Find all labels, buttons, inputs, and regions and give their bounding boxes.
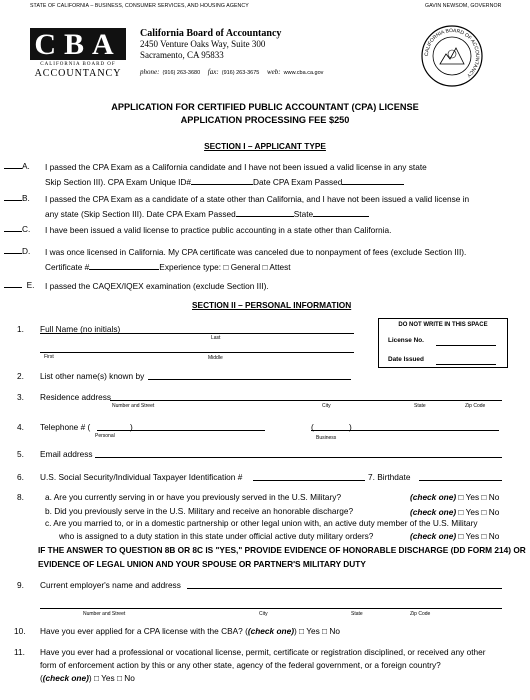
- q5-label: Email address: [40, 449, 93, 459]
- q9-street: Number and Street: [83, 611, 126, 617]
- option-a-line1: I passed the CPA Exam as a California candidate and I have not been issued a valid license in any state: [45, 162, 427, 172]
- q4-label: Telephone # (: [40, 422, 91, 432]
- q11-label2: form of enforcement action by this or any other state, agency of the federal government, or a foreign country?: [40, 660, 441, 670]
- certificate-field[interactable]: [89, 261, 159, 270]
- q8c-label2: who is assigned to a duty station in this state under official active duty military orders?: [59, 531, 374, 541]
- check-blank-e[interactable]: E.: [4, 280, 34, 290]
- q7-label: 7. Birthdate: [368, 472, 411, 482]
- q8-number: 8.: [17, 492, 24, 502]
- q1-last: Last: [211, 335, 221, 341]
- q4-business: Business: [316, 435, 337, 441]
- svg-text:CALIFORNIA BOARD OF ACCOUNTANC: CALIFORNIA BOARD OF ACCOUNTANCY: [423, 27, 481, 79]
- other-names-field[interactable]: [148, 379, 351, 380]
- phone: (916) 263-3680: [162, 70, 201, 76]
- q2-label: List other name(s) known by: [40, 371, 145, 381]
- q9-zip: Zip Code: [410, 611, 431, 617]
- q3-zip: Zip Code: [465, 403, 486, 409]
- state-field-b[interactable]: [313, 208, 369, 217]
- option-b-line1: I passed the CPA Exam as a candidate of a state other than California, and I have not been issued a valid license in: [45, 194, 470, 204]
- check-blank-a[interactable]: A.: [4, 161, 30, 171]
- q2-number: 2.: [17, 371, 24, 381]
- q3-number: 3.: [17, 392, 24, 402]
- q8a-answer[interactable]: (check one) □ Yes □ No: [410, 492, 500, 502]
- check-blank-d[interactable]: D.: [4, 246, 30, 256]
- section1-heading: SECTION I – APPLICANT TYPE: [204, 141, 326, 151]
- q3-label: Residence address: [40, 392, 112, 402]
- state-seal-icon: [420, 24, 484, 88]
- phone-label: phone:: [140, 68, 160, 76]
- agency-line: STATE OF CALIFORNIA – BUSINESS, CONSUMER SERVICES, AND HOUSING AGENCY: [30, 3, 249, 9]
- q8b-answer[interactable]: (check one) □ Yes □ No: [410, 507, 500, 517]
- q1-number: 1.: [17, 324, 24, 334]
- q8c-label1: c. Are you married to, or in a domestic partnership or other legal union with, an active duty member of the U.S. Military: [45, 518, 478, 528]
- q8-note2: EVIDENCE OF LEGAL UNION AND YOUR SPOUSE OR PARTNER'S MILITARY DUTY: [38, 559, 366, 569]
- fax: (916) 263-3675: [221, 70, 260, 76]
- q11-number: 11.: [14, 647, 25, 657]
- form-title-line2: APPLICATION PROCESSING FEE $250: [180, 115, 350, 125]
- q3-city: City: [322, 403, 331, 409]
- option-b-line2: any state (Skip Section III). Date CPA Exam Passed State: [45, 208, 369, 219]
- web-label: web:: [267, 68, 281, 76]
- email-field[interactable]: [95, 457, 502, 458]
- logo-sub2: ACCOUNTANCY: [34, 68, 122, 79]
- governor-line: GAVIN NEWSOM, GOVERNOR: [425, 3, 502, 9]
- full-name-field[interactable]: [40, 333, 354, 334]
- q9-label: Current employer's name and address: [40, 580, 181, 590]
- option-a-line2: Skip Section III). CPA Exam Unique ID# Date CPA Exam Passed: [45, 176, 404, 187]
- office-use-box: [378, 318, 508, 368]
- q11-answer[interactable]: ((check one)) □ Yes □ No: [40, 673, 135, 683]
- q8b-label: b. Did you previously serve in the U.S. Military and receive an honorable discharge?: [45, 506, 354, 516]
- personal-phone-field[interactable]: [97, 430, 265, 431]
- q5-number: 5.: [17, 449, 24, 459]
- section2-heading: SECTION II – PERSONAL INFORMATION: [192, 300, 352, 310]
- form-title-line1: APPLICATION FOR CERTIFIED PUBLIC ACCOUNTANT (CPA) LICENSE: [111, 102, 419, 112]
- q8c-answer[interactable]: (check one) □ Yes □ No: [410, 531, 500, 541]
- web: www.cba.ca.gov: [283, 70, 324, 76]
- exam-date-field-b[interactable]: [236, 208, 294, 217]
- cba-logo: [30, 28, 126, 78]
- q10-answer[interactable]: □ Yes □ No: [299, 626, 340, 636]
- full-name-field-2[interactable]: [40, 352, 354, 353]
- q9-state: State: [351, 611, 363, 617]
- q1-label: Full Name (no initials): [40, 324, 121, 334]
- q8a-label: a. Are you currently serving in or have you previously served in the U.S. Military?: [45, 492, 342, 502]
- q6-number: 6.: [17, 472, 24, 482]
- org-address2: Sacramento, CA 95833: [140, 50, 224, 60]
- org-address1: 2450 Venture Oaks Way, Suite 300: [140, 39, 266, 49]
- q10-number: 10.: [14, 626, 26, 636]
- office-box-title: DO NOT WRITE IN THIS SPACE: [398, 322, 488, 328]
- residence-field[interactable]: [110, 400, 502, 401]
- q10-label: Have you ever applied for a CPA license with the CBA? ((check one)) □ Yes □ No: [40, 626, 340, 636]
- q11-label1: Have you ever had a professional or vocational license, permit, certificate or registration disciplined, or received any other: [40, 647, 486, 657]
- exam-id-field[interactable]: [191, 176, 253, 185]
- employer-name-field[interactable]: [187, 588, 502, 589]
- check-blank-b[interactable]: B.: [4, 193, 30, 203]
- option-d-line2: Certificate # Experience type: □ General □ Attest: [45, 262, 291, 272]
- q6-label: U.S. Social Security/Individual Taxpayer Identification #: [40, 472, 243, 482]
- exam-date-field-a[interactable]: [342, 176, 404, 185]
- org-name: California Board of Accountancy: [140, 28, 282, 39]
- logo-sub1: CALIFORNIA BOARD OF: [40, 62, 116, 67]
- business-phone-field[interactable]: [311, 430, 499, 431]
- fax-label: fax:: [207, 68, 219, 76]
- q3-street: Number and Street: [112, 403, 155, 409]
- q1-middle: Middle: [208, 355, 223, 361]
- option-d-line1: I was once licensed in California. My CPA certificate was canceled due to nonpayment of fees (exclude Section III).: [45, 247, 467, 257]
- q9-city: City: [259, 611, 268, 617]
- contact-line: [140, 68, 323, 76]
- q3-state: State: [414, 403, 426, 409]
- option-e: I passed the CAQEX/IQEX examination (exclude Section III).: [45, 281, 269, 291]
- q8-note1: IF THE ANSWER TO QUESTION 8B OR 8C IS "YES," PROVIDE EVIDENCE OF HONORABLE DISCHARGE (DD FORM 214) OR: [38, 545, 526, 555]
- q1-first: First: [44, 354, 54, 360]
- q9-number: 9.: [17, 580, 24, 590]
- logo-letters: CBA: [34, 28, 122, 61]
- employer-address-field[interactable]: [40, 608, 502, 609]
- license-no-label: License No.: [388, 337, 424, 344]
- q4-personal: Personal: [95, 433, 115, 439]
- ssn-field[interactable]: [253, 480, 365, 481]
- org-block: [140, 28, 281, 61]
- date-issued-label: Date Issued: [388, 356, 424, 363]
- birthdate-field[interactable]: [419, 480, 502, 481]
- check-blank-c[interactable]: C.: [4, 224, 30, 234]
- q4-number: 4.: [17, 422, 24, 432]
- option-c: I have been issued a valid license to practice public accounting in a state other than California.: [45, 225, 392, 235]
